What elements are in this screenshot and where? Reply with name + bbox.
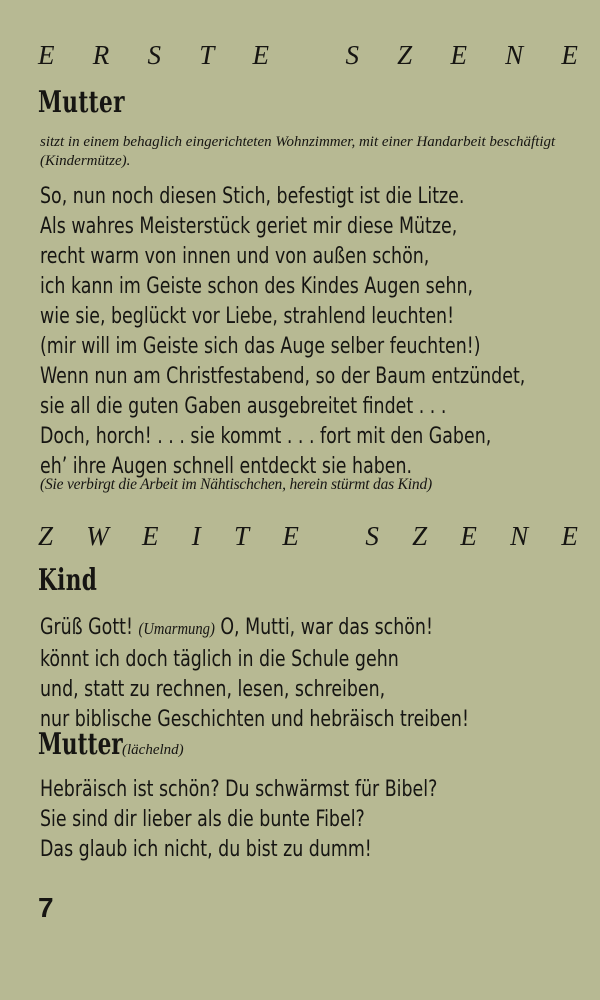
verse-line: eh’ ihre Augen schnell entdeckt sie haben. (40, 453, 413, 479)
title-letter: E (142, 521, 159, 551)
inline-stage-direction: (Umarmung) (138, 619, 215, 638)
verse-line: sie all die guten Gaben ausgebreitet findet . . . (40, 393, 447, 419)
verse-line: So, nun noch diesen Stich, befestigt ist die Litze. (40, 183, 465, 209)
scene-title-erste-szene (38, 42, 578, 69)
stage-direction: sitzt in einem behaglich eingerichteten Wohnzimmer, mit einer Handarbeit beschäftigt (Kindermütze). (40, 134, 556, 169)
title-letter: N (505, 40, 524, 70)
verse-line: Sie sind dir lieber als die bunte Fibel? (40, 806, 365, 832)
title-letter: E (460, 521, 477, 551)
verse-line: Als wahres Meisterstück geriet mir diese Mütze, (40, 213, 458, 239)
verse-line: Doch, horch! . . . sie kommt . . . fort mit den Gaben, (40, 423, 492, 449)
title-letter: Z (412, 521, 428, 551)
title-letter: I (191, 521, 201, 551)
verse-line (40, 612, 522, 644)
title-letter: Z (38, 521, 54, 551)
verse-line: Das glaub ich nicht, du bist zu dumm! (40, 836, 372, 862)
title-letter: T (199, 40, 215, 70)
speaker-mutter-label: Mutter (38, 727, 123, 762)
title-letter: T (234, 521, 250, 551)
scene-title-zweite-szene (38, 523, 578, 550)
inline-stage-direction: (lächelnd) (122, 742, 184, 758)
title-letter: E (561, 521, 578, 551)
verse-block-mutter (40, 181, 600, 481)
title-letter: W (86, 521, 109, 551)
title-letter: Z (397, 40, 413, 70)
title-letter: S (345, 40, 359, 70)
verse-line: Hebräisch ist schön? Du schwärmst für Bibel? (40, 776, 438, 802)
title-letter: S (365, 521, 379, 551)
title-letter: R (92, 40, 110, 70)
verse-line: und, statt zu rechnen, lesen, schreiben, (40, 676, 386, 702)
title-letter: S (147, 40, 161, 70)
verse-fragment: Grüß Gott! (40, 614, 133, 640)
title-letter: E (252, 40, 269, 70)
speaker-mutter-second (38, 727, 184, 762)
title-letter: E (561, 40, 578, 70)
verse-line: ich kann im Geiste schon des Kindes Augen sehn, (40, 273, 474, 299)
title-letter: E (450, 40, 467, 70)
speaker-kind: Kind (38, 563, 98, 598)
verse-line: nur biblische Geschichten und hebräisch treiben! (40, 706, 469, 732)
page-number: 7 (38, 892, 54, 923)
verse-fragment: O, Mutti, war das schön! (220, 614, 433, 640)
verse-block-kind (40, 612, 600, 734)
speaker-mutter: Mutter (38, 85, 125, 120)
verse-line: wie sie, beglückt vor Liebe, strahlend leuchten! (40, 303, 455, 329)
title-letter: E (282, 521, 299, 551)
verse-line: recht warm von innen und von außen schön, (40, 243, 430, 269)
closing-stage-direction: (Sie verbirgt die Arbeit im Nähtischchen, herein stürmt das Kind) (40, 476, 432, 493)
title-letter: N (510, 521, 529, 551)
verse-line: Wenn nun am Christfestabend, so der Baum entzündet, (40, 363, 526, 389)
verse-line: (mir will im Geiste sich das Auge selber feuchten!) (40, 333, 481, 359)
verse-block-mutter-second (40, 774, 600, 864)
verse-line: könnt ich doch täglich in die Schule gehn (40, 646, 399, 672)
title-letter: E (38, 40, 55, 70)
